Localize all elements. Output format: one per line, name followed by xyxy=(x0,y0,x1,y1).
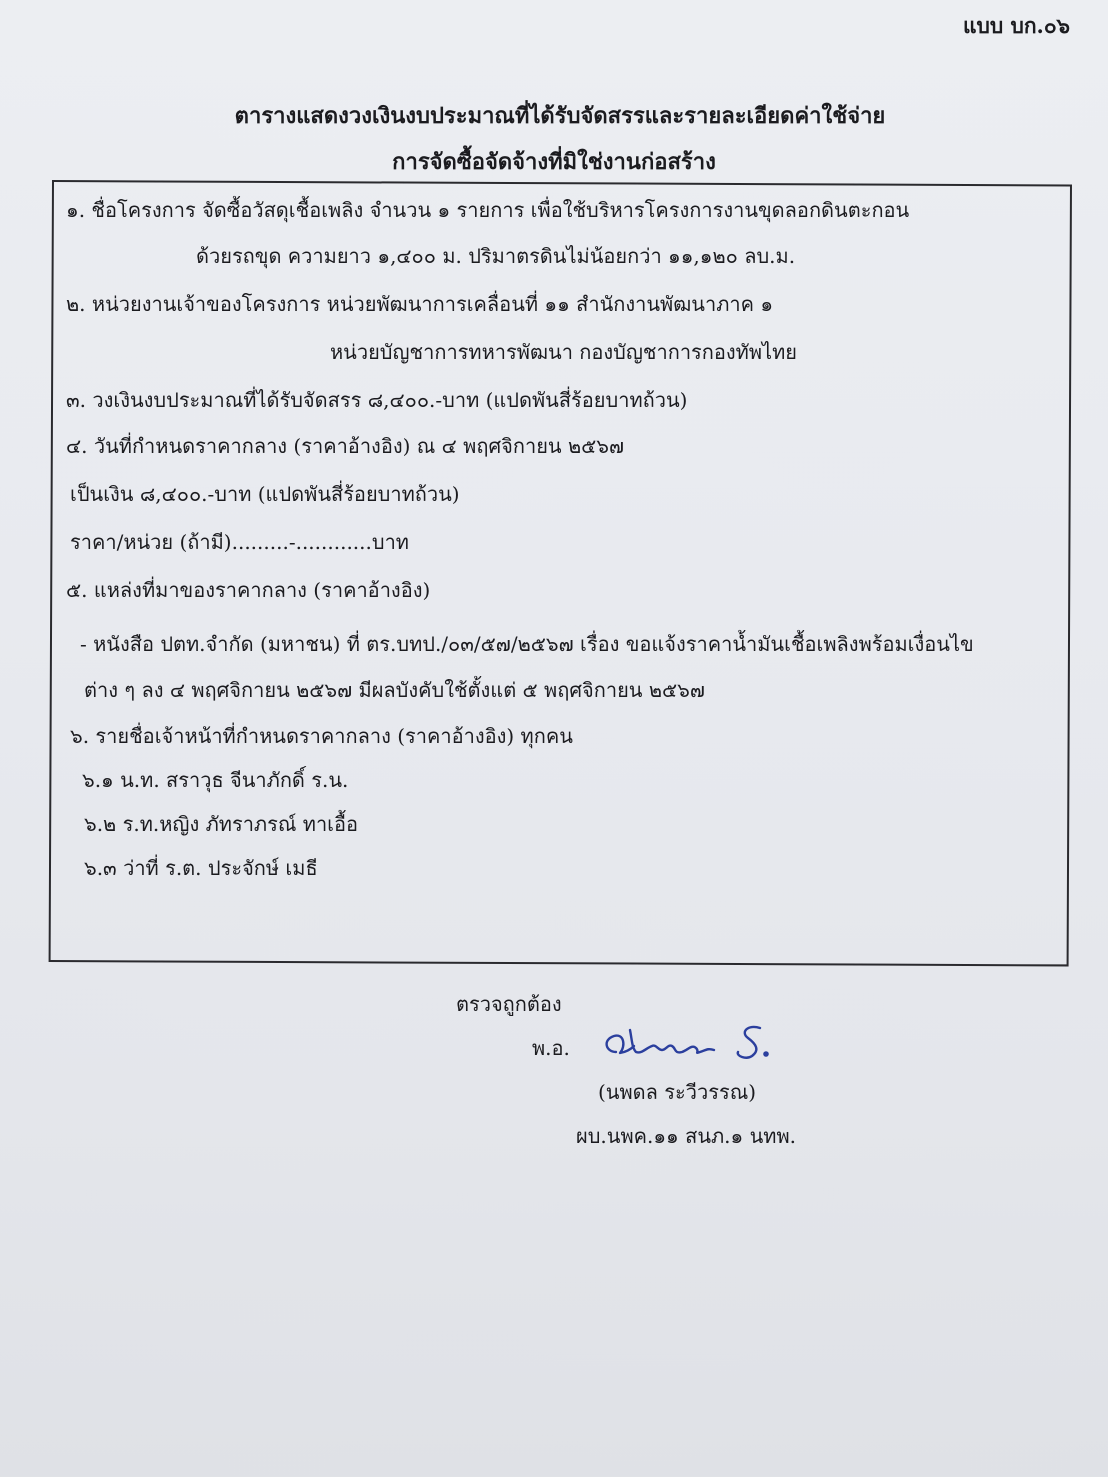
form-code: แบบ บก.๐๖ xyxy=(962,13,1070,38)
document-title: ตารางแสดงวงเงินงบประมาณที่ได้รับจัดสรรและรายละเอียดค่าใช้จ่าย xyxy=(234,103,886,129)
item-5-source-effective: ต่าง ๆ ลง ๔ พฤศจิกายน ๒๕๖๗ มีผลบังคับใช้ตั้งแต่ ๕ พฤศจิกายน ๒๕๖๗ xyxy=(84,678,705,702)
item-5-source-heading: ๕. แหล่งที่มาของราคากลาง (ราคาอ้างอิง) xyxy=(66,578,431,602)
officer-3: ๖.๓ ว่าที่ ร.ต. ประจักษ์ เมธี xyxy=(84,856,318,880)
item-4-amount: เป็นเงิน ๘,๔๐๐.-บาท (แปดพันสี่ร้อยบาทถ้วน) xyxy=(70,482,460,506)
verification-label: ตรวจถูกต้อง xyxy=(456,992,562,1016)
item-2-owner-unit: ๒. หน่วยงานเจ้าของโครงการ หน่วยพัฒนาการเคลื่อนที่ ๑๑ สำนักงานพัฒนาภาค ๑ xyxy=(66,292,774,316)
signer-rank: พ.อ. xyxy=(532,1036,570,1060)
item-1-project-detail: ด้วยรถขุด ความยาว ๑,๔๐๐ ม. ปริมาตรดินไม่น้อยกว่า ๑๑,๑๒๐ ลบ.ม. xyxy=(196,244,796,268)
document-subtitle: การจัดซื้อจัดจ้างที่มิใช่งานก่อสร้าง xyxy=(392,149,716,175)
signer-name: (นพดล ระวีวรรณ) xyxy=(598,1080,757,1104)
item-4-unit-price: ราคา/หน่วย (ถ้ามี).........-............บาท xyxy=(70,530,409,554)
item-4-reference-date: ๔. วันที่กำหนดราคากลาง (ราคาอ้างอิง) ณ ๔ พฤศจิกายน ๒๕๖๗ xyxy=(66,434,625,458)
item-1-project-name: ๑. ชื่อโครงการ จัดซื้อวัสดุเชื้อเพลิง จำนวน ๑ รายการ เพื่อใช้บริหารโครงการงานขุดลอกดินตะกอน xyxy=(66,198,910,222)
officer-2: ๖.๒ ร.ท.หญิง ภัทราภรณ์ ทาเอื้อ xyxy=(84,812,359,836)
handwritten-signature xyxy=(596,1022,776,1070)
item-2-owner-command: หน่วยบัญชาการทหารพัฒนา กองบัญชาการกองทัพไทย xyxy=(330,340,798,364)
officer-1: ๖.๑ น.ท. สราวุธ จีนาภักดิ์ ร.น. xyxy=(82,768,349,792)
signer-position: ผบ.นพค.๑๑ สนภ.๑ นทพ. xyxy=(576,1124,796,1148)
item-3-budget: ๓. วงเงินงบประมาณที่ได้รับจัดสรร ๘,๔๐๐.-บาท (แปดพันสี่ร้อยบาทถ้วน) xyxy=(66,388,688,412)
item-5-source-letter: - หนังสือ ปตท.จำกัด (มหาชน) ที่ ตร.บทป./๐๓/๕๗/๒๕๖๗ เรื่อง ขอแจ้งราคาน้ำมันเชื้อเพลิงพร้อมเงื่อนไข xyxy=(80,632,974,656)
item-6-officers-heading: ๖. รายชื่อเจ้าหน้าที่กำหนดราคากลาง (ราคาอ้างอิง) ทุกคน xyxy=(70,724,573,748)
